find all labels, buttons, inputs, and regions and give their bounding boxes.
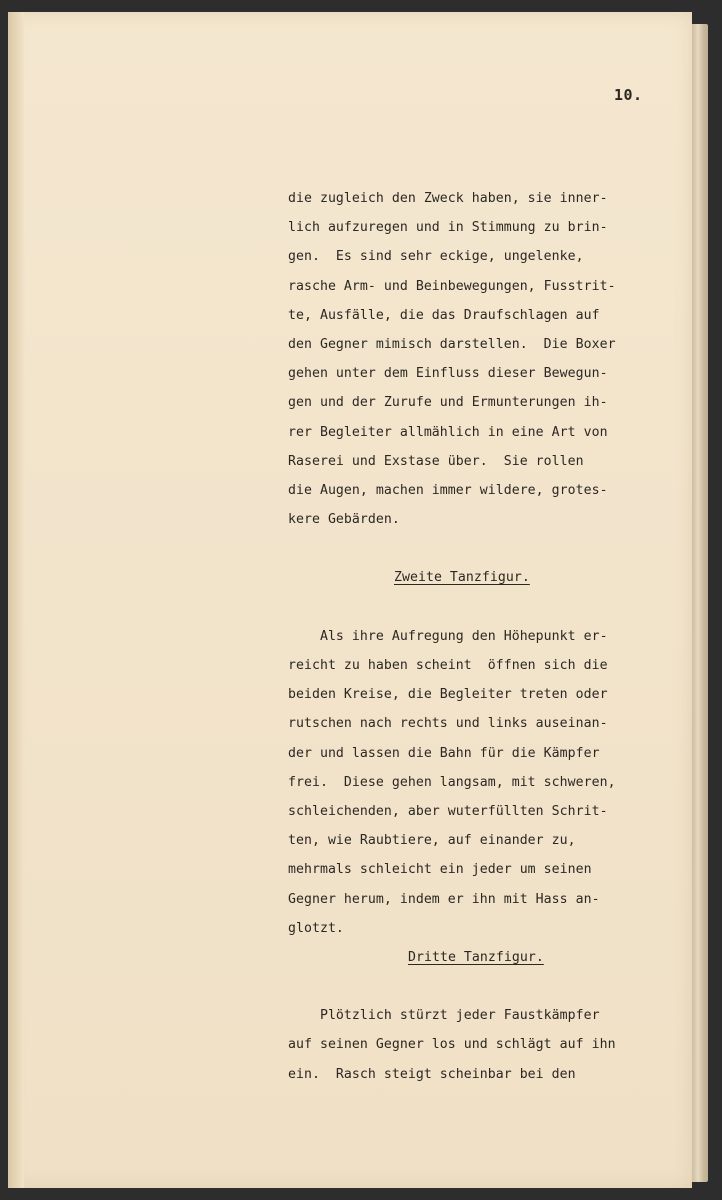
heading-text: Zweite Tanzfigur. — [394, 570, 530, 586]
text-line: mehrmals schleicht ein jeder um seinen — [288, 862, 592, 878]
text-line: Gegner herum, indem er ihn mit Hass an- — [288, 891, 600, 907]
text-line: te, Ausfälle, die das Draufschlagen auf — [288, 307, 600, 323]
paragraph-gap — [288, 540, 678, 569]
text-line: gen und der Zurufe und Ermunterungen ih- — [288, 395, 608, 411]
heading-text: Dritte Tanzfigur. — [408, 949, 544, 965]
text-line: die zugleich den Zweck haben, sie inner- — [288, 191, 608, 206]
text-line: gehen unter dem Einfluss dieser Bewegun- — [288, 366, 608, 382]
typewritten-text — [288, 190, 678, 1095]
section-heading-dritte — [288, 949, 678, 978]
text-line: Als ihre Aufregung den Höhepunkt er- — [288, 628, 608, 644]
text-line: die Augen, machen immer wildere, grotes- — [288, 482, 608, 498]
text-line: gen. Es sind sehr eckige, ungelenke, — [288, 249, 584, 265]
page-number: 10. — [614, 86, 643, 104]
text-line: Plötzlich stürzt jeder Faustkämpfer — [288, 1008, 600, 1024]
text-line: beiden Kreise, die Begleiter treten oder — [288, 687, 608, 703]
text-line: lich aufzuregen und in Stimmung zu brin- — [288, 220, 608, 236]
text-line: ein. Rasch steigt scheinbar bei den — [288, 1066, 576, 1082]
text-line: kere Gebärden. — [288, 512, 400, 528]
text-line: rasche Arm- und Beinbewegungen, Fusstrit- — [288, 278, 616, 294]
text-line: reicht zu haben scheint öffnen sich die — [288, 658, 608, 673]
text-line: glotzt. — [288, 920, 344, 936]
text-line: rer Begleiter allmählich in eine Art von — [288, 424, 608, 440]
section-heading-zweite — [288, 569, 678, 598]
text-line: rutschen nach rechts und links auseinan- — [288, 716, 608, 732]
text-line: auf seinen Gegner los und schlägt auf ihn — [288, 1037, 616, 1053]
paragraph-gap — [288, 978, 678, 1007]
text-line: den Gegner mimisch darstellen. Die Boxer — [288, 336, 616, 352]
binding-edge — [8, 12, 24, 1188]
text-line: der und lassen die Bahn für die Kämpfer — [288, 745, 600, 761]
text-line: ten, wie Raubtiere, auf einander zu, — [288, 833, 576, 849]
text-line: frei. Diese gehen langsam, mit schweren, — [288, 774, 616, 790]
text-line: Raserei und Exstase über. Sie rollen — [288, 453, 584, 469]
paragraph-gap — [288, 599, 678, 628]
text-line: schleichenden, aber wuterfüllten Schrit- — [288, 803, 608, 819]
